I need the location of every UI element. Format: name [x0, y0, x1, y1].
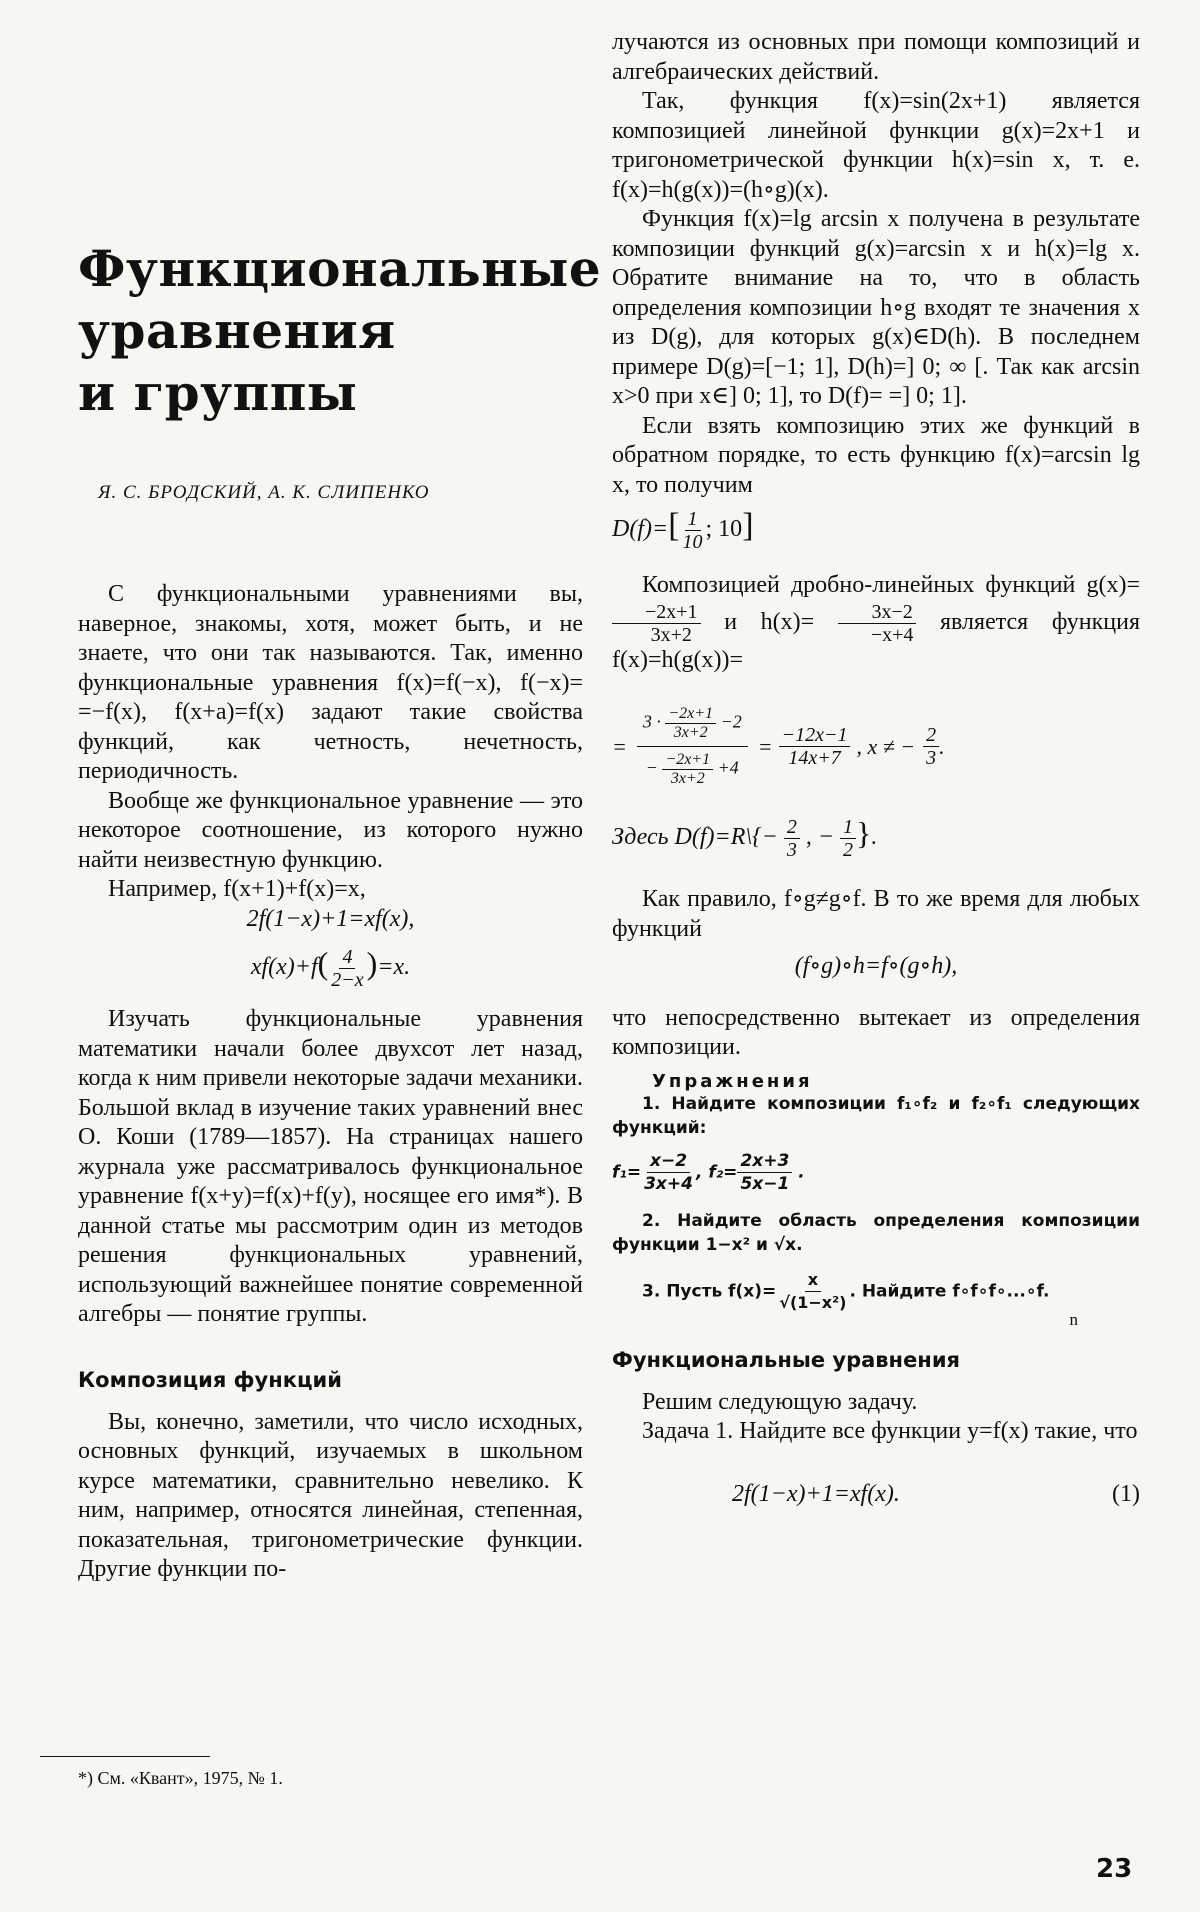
exercise-3: 3. Пусть f(x)= $\frac{x}{\text{√(1−x²)}}$ . Найдите f∘f∘f∘...∘f.	[642, 1269, 1050, 1312]
left-paragraph-3: Изучать функциональные уравнения математики начали более двухсот лет назад, когда к ним привели некоторые задачи механики. Большой вклад в изучение таких уравнений внес О. Коши (1789—1857). На страницах нашего журнала уже рассматривалось функциональное уравнение f(x+y)=f(x)+f(y), носящее его имя*). В данной статье мы рассмотрим один из методов решения функциональных уравнений, использующий важнейшее понятие современной алгебры — понятие группы.	[78, 1006, 583, 1327]
h-fraction: $\frac{3x-2}{-x+4}$	[838, 601, 917, 646]
exercise-1: 1. Найдите композиции f₁∘f₂ и f₂∘f₁ следующих функций:	[612, 1093, 1140, 1138]
composition-calc: = 3 · $\frac{-2x+1}{3x+2}$ −2 − $\frac{-2x+1}{3x+2}$ +4 = $\frac{-12x-1}{14x+7}$ , x ≠ − $\frac{2}{3}$ .	[612, 701, 1140, 792]
section-heading-functional-equations: Функциональные уравнения	[612, 1347, 961, 1372]
example-fraction: $\frac{4}{2-x}$	[331, 946, 364, 991]
exercise-2: 2. Найдите область определения композиции функции 1−x² и √x.	[612, 1210, 1140, 1255]
title-line-1: Функциональные	[78, 239, 602, 298]
right-paragraph-1: лучаются из основных при помощи композиций и алгебраических действий.	[612, 29, 1140, 85]
domain-here: Здесь D(f)=R\{− $\frac{2}{3}$ , − $\frac{1}{2}$ }.	[612, 815, 878, 861]
task-1: Задача 1. Найдите все функции y=f(x) такие, что	[642, 1418, 1138, 1444]
footnote: *) См. «Квант», 1975, № 1.	[78, 1768, 283, 1788]
right-paragraph-5: Композицией дробно-линейных функций g(x)= $\frac{-2x+1}{3x+2}$ и h(x)= $\frac{3x-2}{-x+4}$ является функция f(x)=h(g(x))=	[612, 572, 1141, 673]
left-paragraph-4: Вы, конечно, заметили, что число исходных, основных функций, изучаемых в школьном курсе математики, сравнительно невелико. К ним, например, относятся линейная, степенная, показательная, тригонометрические функции. Другие функции по-	[78, 1408, 583, 1582]
footnote-rule	[40, 1756, 210, 1757]
exercise-3-n: n	[1069, 1309, 1078, 1329]
title-line-2: уравнения	[78, 301, 396, 360]
result-fraction: $\frac{-12x-1}{14x+7}$	[779, 724, 851, 769]
right-paragraph-4: Если взять композицию этих же функций в обратном порядке, то есть функцию f(x)=arcsin lg x, то получим	[612, 412, 1140, 498]
right-paragraph-8: Решим следующую задачу.	[642, 1388, 918, 1415]
authors: Я. С. БРОДСКИЙ, А. К. СЛИПЕНКО	[98, 482, 430, 503]
section-heading-composition: Композиция функций	[78, 1367, 342, 1392]
example-line-2: 2f(1−x)+1=xf(x),	[246, 905, 415, 932]
exercises-heading: Упражнения	[652, 1070, 813, 1092]
associativity: (f∘g)∘h=f∘(g∘h),	[794, 953, 958, 979]
left-paragraph-1: С функциональными уравнениями вы, наверное, знакомы, хотя, может быть, и не знаете, что они так называются. Так, именно функциональные уравнения f(x)=f(−x), f(−x)= =−f(x), f(x+a)=f(x) задают такие свойства функций, как четность, нечетность, периодичность.	[78, 581, 583, 784]
right-paragraph-3: Функция f(x)=lg arcsin x получена в результате композиции функций g(x)=arcsin x и h(x)=lg x. Обратите внимание на то, что в область определения композиции h∘g входят те значения x из D(g), для которых g(x)∈D(h). В последнем примере D(g)=[−1; 1], D(h)=] 0; ∞ [. Так как arcsin x>0 при x∈] 0; 1], то D(f)= =] 0; 1].	[612, 206, 1140, 409]
title-line-3: и группы	[78, 363, 358, 422]
right-paragraph-7: что непосредственно вытекает из определения композиции.	[612, 1004, 1140, 1060]
left-paragraph-2: Вообще же функциональное уравнение — это некоторое соотношение, из которого нужно найти неизвестную функцию.	[78, 787, 583, 873]
article-title	[78, 238, 602, 424]
right-paragraph-6: Как правило, f∘g≠g∘f. В то же время для любых функций	[612, 886, 1140, 942]
equation-1: 2f(1−x)+1=xf(x). (1)	[732, 1480, 1140, 1507]
example-line-1: Например, f(x+1)+f(x)=x,	[108, 876, 366, 902]
example-line-3: xf(x)+f( $\frac{4}{2-x}$ )=x.	[250, 945, 411, 991]
domain-expression: D(f)=[ $\frac{1}{10}$ ; 10]	[612, 507, 754, 553]
g-fraction: $\frac{-2x+1}{3x+2}$	[612, 601, 701, 646]
exercise-1-functions: f₁= $\frac{x-2}{3x+4}$ , f₂= $\frac{2x+3}{5x-1}$ .	[612, 1150, 805, 1194]
equation-number: (1)	[1112, 1480, 1140, 1507]
page-number: 23	[1096, 1854, 1133, 1884]
right-paragraph-2: Так, функция f(x)=sin(2x+1) является композицией линейной функции g(x)=2x+1 и тригонометрической функции h(x)=sin x, т. е. f(x)=h(g(x))=(h∘g)(x).	[612, 88, 1140, 203]
